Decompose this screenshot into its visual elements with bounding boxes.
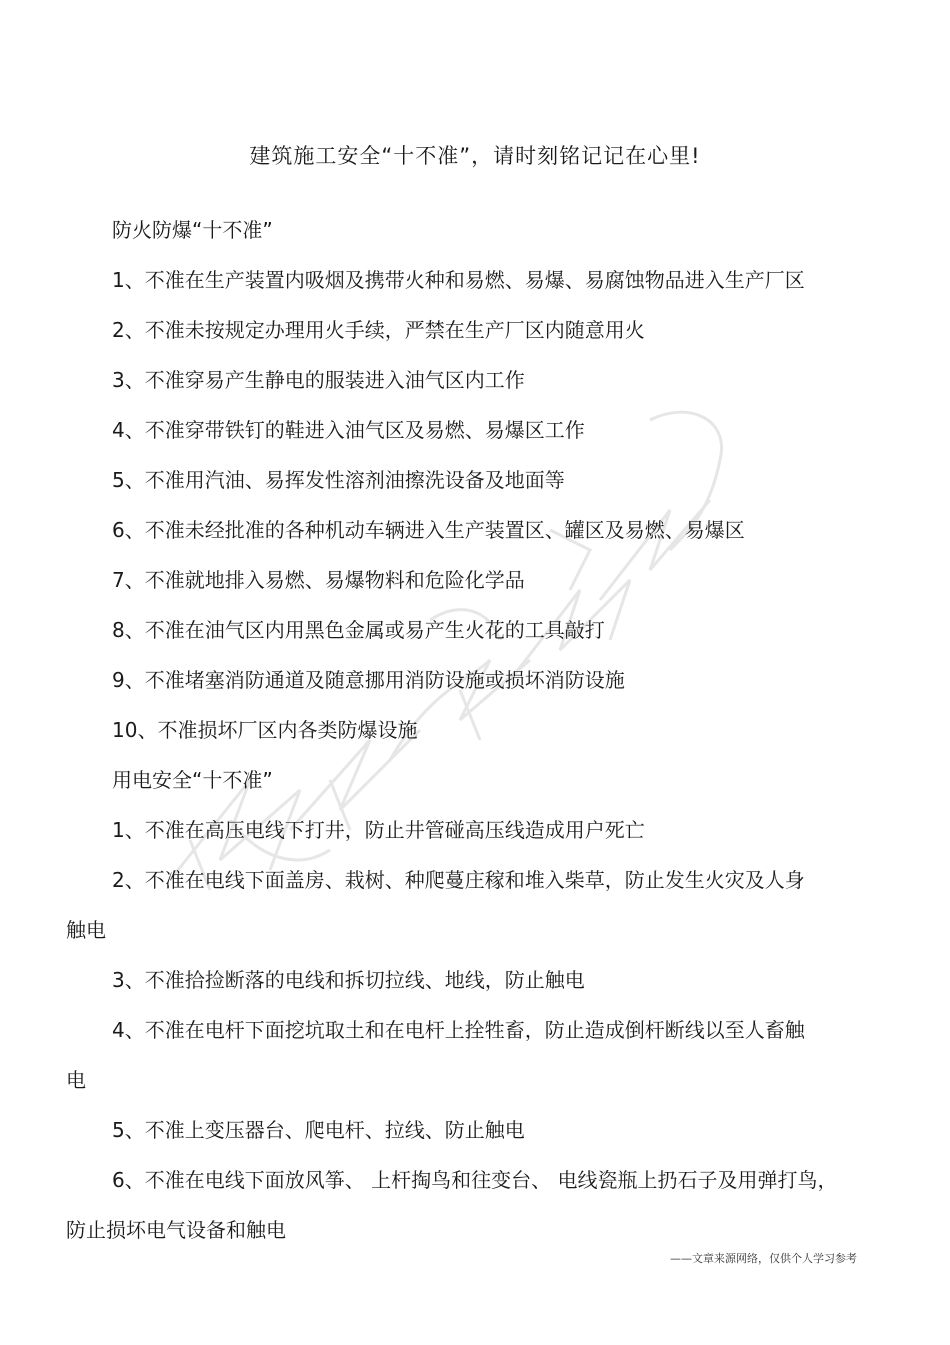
list-item: 5、不准用汽油、易挥发性溶剂油擦洗设备及地面等 [112,468,565,492]
list-item: 1、不准在生产装置内吸烟及携带火种和易燃、易爆、易腐蚀物品进入生产厂区 [112,268,805,292]
list-item: 3、不准拾捡断落的电线和拆切拉线、地线，防止触电 [112,968,585,992]
list-item: 2、不准在电线下面盖房、栽树、种爬蔓庄稼和堆入柴草，防止发生火灾及人身 [112,868,805,892]
list-item-continuation: 防止损坏电气设备和触电 [66,1218,286,1242]
list-item: 5、不准上变压器台、爬电杆、拉线、防止触电 [112,1118,525,1142]
list-item: 3、不准穿易产生静电的服装进入油气区内工作 [112,368,525,392]
list-item: 4、不准穿带铁钉的鞋进入油气区及易燃、易爆区工作 [112,418,585,442]
list-item-continuation: 电 [66,1068,86,1092]
section-heading-fire: 防火防爆“十不准” [112,218,273,242]
list-item: 4、不准在电杆下面挖坑取土和在电杆上拴牲畜，防止造成倒杆断线以至人畜触 [112,1018,805,1042]
list-item: 7、不准就地排入易燃、易爆物料和危险化学品 [112,568,525,592]
list-item: 2、不准未按规定办理用火手续，严禁在生产厂区内随意用火 [112,318,645,342]
footer-note: ——文章来源网络，仅供个人学习参考 [670,1252,857,1265]
page-title: 建筑施工安全“十不准”，请时刻铭记记在心里! [249,144,701,168]
list-item: 6、不准在电线下面放风筝、 上杆掏鸟和往变台、 电线瓷瓶上扔石子及用弹打鸟， [112,1168,838,1192]
list-item: 8、不准在油气区内用黑色金属或易产生火花的工具敲打 [112,618,605,642]
section-heading-electric: 用电安全“十不准” [112,768,273,792]
list-item: 10、不准损坏厂区内各类防爆设施 [112,718,418,742]
list-item-continuation: 触电 [66,918,106,942]
list-item: 9、不准堵塞消防通道及随意挪用消防设施或损坏消防设施 [112,668,625,692]
list-item: 1、不准在高压电线下打井，防止井管碰高压线造成用户死亡 [112,818,645,842]
list-item: 6、不准未经批准的各种机动车辆进入生产装置区、罐区及易燃、易爆区 [112,518,745,542]
